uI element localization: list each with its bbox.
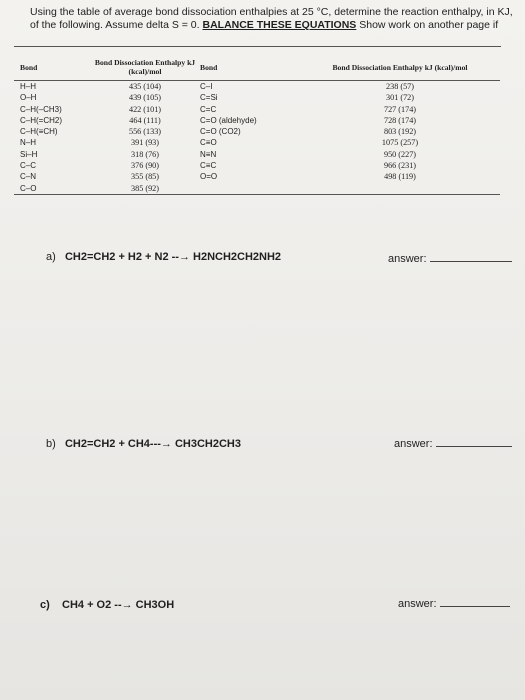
enthalpy-cell-2: 728 (174) <box>383 115 417 125</box>
answer-a-label: answer: <box>388 253 427 265</box>
bond-cell-2: C=Si <box>200 93 218 103</box>
instructions-assumption: of the following. Assume delta S = 0. <box>30 19 200 31</box>
enthalpy-cell-2: 238 (57) <box>386 82 414 91</box>
table-row <box>14 104 500 115</box>
table-row <box>14 183 500 195</box>
bond-cell-2: C=O (aldehyde) <box>200 115 257 125</box>
question-a-equation: CH2=CH2 + H2 + N2 --→ H2NCH2CH2NH2 <box>64 251 282 263</box>
answer-a-blank[interactable] <box>430 251 512 262</box>
bond-cell-2: C≡C <box>200 161 217 171</box>
question-c-label: c) <box>40 599 50 611</box>
enthalpy-cell: 556 (133) <box>128 127 162 137</box>
question-a <box>46 251 281 263</box>
header-enthalpy-2: Bond Dissociation Enthalpy kJ (kcal)/mol <box>300 58 500 81</box>
table-top-rule <box>14 46 501 47</box>
table-row <box>14 171 500 182</box>
enthalpy-cell-2: 966 (231) <box>383 161 417 171</box>
enthalpy-cell: 464 (111) <box>129 115 161 125</box>
instructions <box>30 6 525 32</box>
question-a-label: a) <box>46 251 56 263</box>
enthalpy-cell: 422 (101) <box>128 104 162 114</box>
enthalpy-cell-2: 803 (192) <box>383 127 417 137</box>
enthalpy-cell-2 <box>300 183 500 195</box>
answer-c <box>398 596 510 610</box>
table-row <box>14 115 500 126</box>
enthalpy-cell-2: 1075 (257) <box>381 138 419 148</box>
header-bond-2: Bond <box>200 58 300 81</box>
bond-cell-2: C=O (CO2) <box>200 127 241 137</box>
question-b-label: b) <box>46 438 56 450</box>
question-b <box>46 438 241 450</box>
answer-b <box>394 436 512 450</box>
table-row <box>14 160 500 171</box>
enthalpy-cell-2: 727 (174) <box>383 104 417 114</box>
bond-cell: C–H(≡CH) <box>20 127 58 137</box>
enthalpy-cell: 435 (104) <box>128 82 162 91</box>
enthalpy-cell: 385 (92) <box>90 183 200 195</box>
bond-cell-2 <box>200 183 300 195</box>
bond-cell-2: N≡N <box>200 149 217 159</box>
table-header-row <box>14 58 500 81</box>
enthalpy-cell: 376 (90) <box>131 161 159 171</box>
bond-cell: C–H(=CH2) <box>20 115 63 125</box>
enthalpy-cell-2: 301 (72) <box>386 93 414 103</box>
bond-cell: C–O <box>14 183 90 195</box>
bond-cell: C–N <box>20 172 37 182</box>
table-row <box>14 137 500 148</box>
answer-c-label: answer: <box>398 598 437 610</box>
answer-b-label: answer: <box>394 438 433 450</box>
table-row <box>14 81 500 93</box>
bond-cell: O–H <box>20 93 37 103</box>
question-c <box>40 599 174 611</box>
enthalpy-cell: 318 (76) <box>131 149 159 159</box>
table-row <box>14 126 500 137</box>
answer-b-blank[interactable] <box>436 436 512 447</box>
header-enthalpy: Bond Dissociation Enthalpy kJ (kcal)/mol <box>90 58 200 81</box>
instructions-emphasis: BALANCE THESE EQUATIONS <box>202 19 357 31</box>
bond-cell: C–H(–CH3) <box>20 104 62 114</box>
table-row <box>14 92 500 103</box>
answer-c-blank[interactable] <box>440 596 510 607</box>
instructions-line-2 <box>30 19 525 32</box>
bond-cell: Si–H <box>20 149 38 159</box>
bond-cell: H–H <box>20 82 37 91</box>
enthalpy-cell-2: 498 (119) <box>384 172 416 182</box>
enthalpy-cell: 355 (85) <box>131 172 159 182</box>
question-b-equation: CH2=CH2 + CH4---→ CH3CH2CH3 <box>64 438 241 450</box>
answer-a <box>388 251 512 265</box>
bond-cell-2: O=O <box>200 172 218 182</box>
bond-cell: C–C <box>20 161 37 171</box>
bond-cell: N–H <box>20 138 37 148</box>
header-bond: Bond <box>14 58 90 81</box>
question-c-equation: CH4 + O2 --→ CH3OH <box>62 599 175 611</box>
bond-cell-2: C=C <box>200 104 217 114</box>
instructions-work-note: Show work on another page if <box>359 19 499 31</box>
bond-cell-2: C≡O <box>200 138 217 148</box>
enthalpy-cell: 439 (105) <box>128 93 162 103</box>
table-row <box>14 149 500 160</box>
enthalpy-cell: 391 (93) <box>131 138 159 148</box>
instructions-line-1: Using the table of average bond dissociation enthalpies at 25 °C, determine the reaction enthalpy, in KJ, <box>30 6 513 18</box>
bond-enthalpy-table <box>14 58 500 195</box>
bond-cell-2: C–I <box>200 82 213 91</box>
table-body <box>14 81 500 195</box>
enthalpy-cell-2: 950 (227) <box>383 149 417 159</box>
